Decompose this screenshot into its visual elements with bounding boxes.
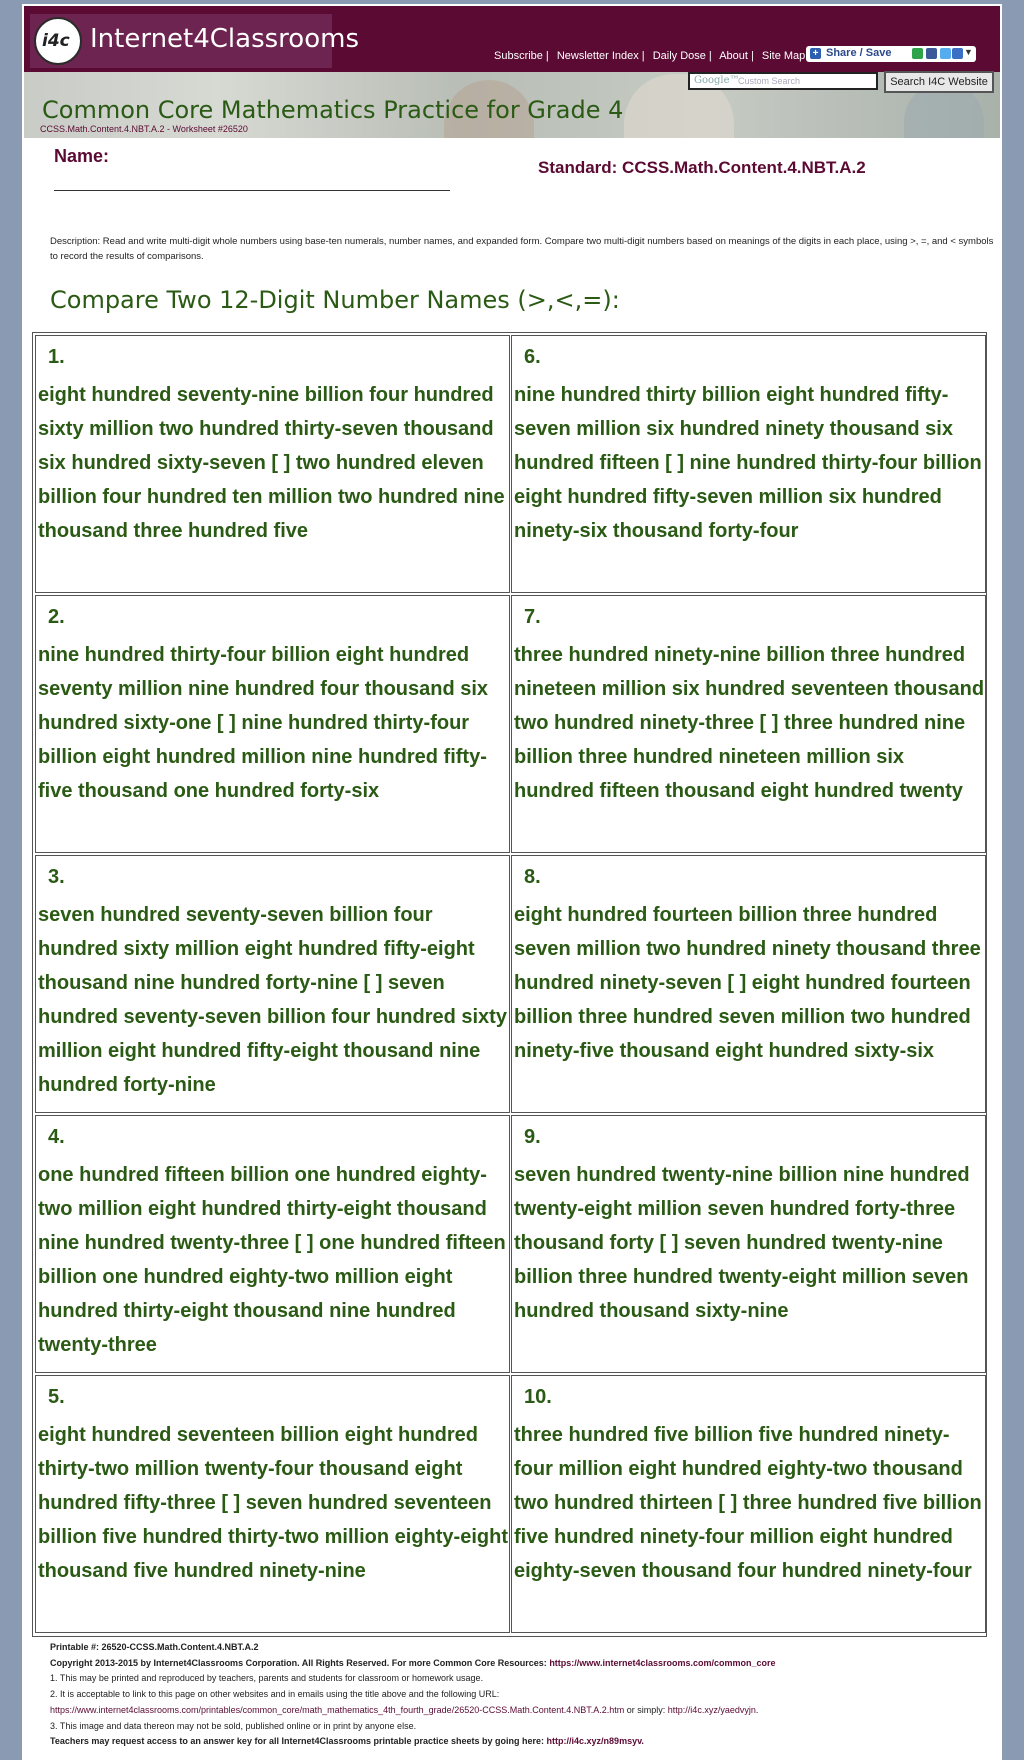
- problem-cell: [511, 1375, 986, 1633]
- site-header: [24, 6, 1000, 72]
- copyright-text: Copyright 2013-2015 by Internet4Classrooms Corporation. All Rights Reserved. For more Common Core Resources:: [50, 1657, 547, 1668]
- nav-newsletter-index[interactable]: Newsletter Index: [556, 50, 639, 62]
- section-title: Compare Two 12-Digit Number Names (>,<,=):: [50, 286, 620, 314]
- problem-text: three hundred five billion five hundred ninety-four million eight hundred eighty-two thousand two hundred thirteen [ ] three hundred five billion five hundred ninety-four million eight hundred eighty-seven thousand four hundred ninety-four: [514, 1424, 982, 1582]
- facebook-icon[interactable]: [926, 48, 937, 59]
- footer-url-line: https://www.internet4classrooms.com/printables/common_core/math_mathematics_4th_fourth_grade/26520-CCSS.Math.Content.4.NBT.A.2.htm or simply: http://i4c.xyz/yaedvyjn.: [50, 1704, 759, 1715]
- top-nav: [494, 50, 808, 62]
- problem-number: 8.: [524, 866, 541, 888]
- problem-text: seven hundred twenty-nine billion nine hundred twenty-eight million seven hundred forty-three thousand forty [ ] seven hundred twenty-nine billion three hundred twenty-eight million seven hundred thousand sixty-nine: [514, 1164, 970, 1322]
- more-share-icon[interactable]: [952, 48, 963, 59]
- problem-cell: [35, 855, 510, 1113]
- problem-number: 10.: [524, 1386, 552, 1408]
- problem-cell: [35, 1115, 510, 1373]
- i4c-logo-icon: i4c: [34, 17, 82, 65]
- answer-key-link[interactable]: http://i4c.xyz/n89msyv.: [546, 1736, 644, 1747]
- short-url-link[interactable]: http://i4c.xyz/yaedvyjn: [667, 1704, 756, 1715]
- name-label: Name:: [54, 146, 110, 166]
- site-search-input[interactable]: [688, 72, 878, 90]
- share-save-button[interactable]: [806, 46, 976, 62]
- answer-key-line: [50, 1734, 990, 1750]
- nav-separator: |: [708, 50, 712, 62]
- footer: [50, 1640, 990, 1750]
- problem-table: [32, 332, 987, 1637]
- google-logo: Google™: [694, 75, 740, 86]
- problem-number: 3.: [48, 866, 65, 888]
- common-core-link[interactable]: https://www.internet4classrooms.com/common_core: [549, 1657, 776, 1668]
- nav-separator: |: [545, 50, 549, 62]
- problem-text: nine hundred thirty billion eight hundred fifty-seven million six hundred ninety thousand six hundred fifteen [ ] nine hundred thirty-four billion eight hundred fifty-seven million six hundred ninety-six thousand forty-four: [514, 384, 982, 542]
- nav-separator: |: [750, 50, 754, 62]
- answer-key-text: Teachers may request access to an answer key for all Internet4Classrooms printable practice sheets by going here:: [50, 1736, 545, 1747]
- problem-cell: [511, 855, 986, 1113]
- problem-cell: [35, 595, 510, 853]
- footer-note-2: 2. It is acceptable to link to this page on other websites and in emails using the title above and the following URL:: [50, 1689, 500, 1700]
- footer-note-1: 1. This may be printed and reproduced by teachers, parents and students for classroom or homework usage.: [50, 1673, 484, 1684]
- name-blank-line: [54, 172, 450, 191]
- nav-separator: |: [641, 50, 645, 62]
- search-placeholder: Custom Search: [738, 76, 801, 86]
- standard-label: Standard: CCSS.Math.Content.4.NBT.A.2: [538, 158, 866, 177]
- problem-number: 7.: [524, 606, 541, 628]
- worksheet-page: [22, 4, 1002, 1760]
- nav-about[interactable]: About: [719, 50, 748, 62]
- problem-cell: [511, 595, 986, 853]
- nav-site-map[interactable]: Site Map: [761, 50, 806, 62]
- twitter-icon[interactable]: [940, 48, 951, 59]
- nav-daily-dose[interactable]: Daily Dose: [652, 50, 706, 62]
- share-generic-icon[interactable]: [912, 48, 923, 59]
- page-title: Common Core Mathematics Practice for Grade 4: [42, 96, 624, 124]
- problem-text: three hundred ninety-nine billion three hundred nineteen million six hundred seventeen thousand two hundred ninety-three [ ] three hundred nine billion three hundred nineteen million six hundred fifteen thousand eight hundred twenty: [514, 644, 985, 802]
- problem-number: 2.: [48, 606, 65, 628]
- problem-number: 5.: [48, 1386, 65, 1408]
- description: Description: Read and write multi-digit whole numbers using base-ten numerals, number names, and expanded form. Compare two multi-digit numbers based on meanings of the digits in each place, using >, =, and < symbols to record the results of comparisons.: [50, 236, 994, 262]
- printable-number: Printable #: 26520-CCSS.Math.Content.4.NBT.A.2: [50, 1642, 259, 1652]
- share-label: Share / Save: [826, 47, 892, 59]
- nav-subscribe[interactable]: Subscribe: [494, 50, 543, 62]
- problem-number: 1.: [48, 346, 65, 368]
- problem-cell: [35, 335, 510, 593]
- copyright-line: [50, 1656, 990, 1672]
- search-button[interactable]: Search I4C Website: [884, 71, 994, 93]
- problem-text: eight hundred seventy-nine billion four hundred sixty million two hundred thirty-seven thousand six hundred sixty-seven [ ] two hundred eleven billion four hundred ten million two hundred nine thousand three hundred five: [38, 384, 505, 542]
- url-or-text: or simply:: [624, 1704, 668, 1715]
- chevron-down-icon[interactable]: ▼: [964, 47, 973, 57]
- problem-text: seven hundred seventy-seven billion four hundred sixty million eight hundred fifty-eight thousand nine hundred forty-nine [ ] seven hundred seventy-seven billion four hundred sixty million eight hundred fifty-eight thousand nine hundred forty-nine: [38, 904, 507, 1096]
- problem-text: eight hundred seventeen billion eight hundred thirty-two million twenty-four thousand eight hundred fifty-three [ ] seven hundred seventeen billion five hundred thirty-two million eighty-eight thousand five hundred ninety-nine: [38, 1424, 508, 1582]
- worksheet-url-link[interactable]: https://www.internet4classrooms.com/printables/common_core/math_mathematics_4th_fourth_grade/26520-CCSS.Math.Content.4.NBT.A.2.htm: [50, 1704, 625, 1715]
- problem-number: 4.: [48, 1126, 65, 1148]
- footer-note-3: 3. This image and data thereon may not be sold, published online or in print by anyone else.: [50, 1720, 417, 1731]
- problem-cell: [511, 335, 986, 593]
- problem-number: 9.: [524, 1126, 541, 1148]
- problem-number: 6.: [524, 346, 541, 368]
- problem-cell: [511, 1115, 986, 1373]
- problem-text: one hundred fifteen billion one hundred eighty-two million eight hundred thirty-eight thousand nine hundred twenty-three [ ] one hundred fifteen billion one hundred eighty-two million eight hundred thirty-eight thousand nine hundred twenty-three: [38, 1164, 506, 1356]
- logo-text: Internet4Classrooms: [90, 24, 359, 54]
- problem-text: eight hundred fourteen billion three hundred seven million two hundred ninety thousand three hundred ninety-seven [ ] eight hundred fourteen billion three hundred seven million two hundred ninety-five thousand eight hundred sixty-six: [514, 904, 981, 1062]
- problem-cell: [35, 1375, 510, 1633]
- plus-icon: +: [810, 48, 821, 59]
- worksheet-code: CCSS.Math.Content.4.NBT.A.2 - Worksheet #26520: [40, 124, 248, 134]
- problem-text: nine hundred thirty-four billion eight hundred seventy million nine hundred four thousand six hundred sixty-one [ ] nine hundred thirty-four billion eight hundred million nine hundred fifty-five thousand one hundred forty-six: [38, 644, 489, 802]
- site-logo[interactable]: [30, 14, 359, 68]
